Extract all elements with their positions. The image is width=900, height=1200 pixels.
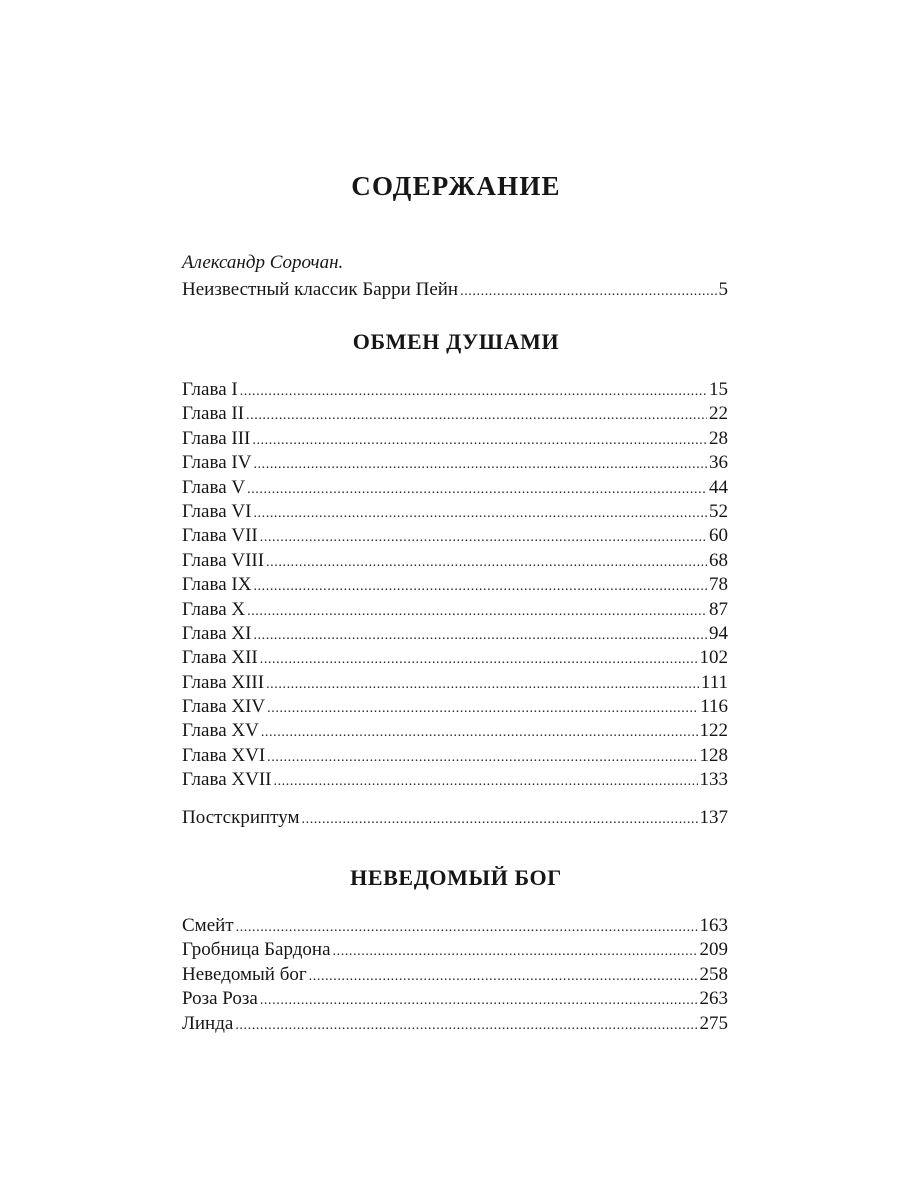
toc-entry-label: Глава III xyxy=(182,427,251,449)
toc-entry-page: 163 xyxy=(699,915,728,936)
section-heading-1: ОБМЕН ДУШАМИ xyxy=(352,329,560,354)
postscript-block xyxy=(182,806,728,830)
toc-entry-label: Глава VIII xyxy=(182,549,265,571)
section-2-entries xyxy=(182,914,728,1036)
toc-entry-page: 102 xyxy=(699,647,728,669)
toc-entry-page: 116 xyxy=(700,696,728,718)
toc-entry xyxy=(182,963,728,987)
toc-entry xyxy=(182,671,728,695)
dot-leader xyxy=(267,697,698,721)
toc-entry-label: Неизвестный классик Барри Пейн xyxy=(182,279,459,300)
dot-leader xyxy=(235,1014,697,1038)
toc-entry xyxy=(182,524,728,548)
toc-entry xyxy=(182,1012,728,1036)
toc-entry-label: Глава XVII xyxy=(182,769,272,791)
toc-entry-label: Линда xyxy=(182,1012,234,1034)
toc-entry-page: 22 xyxy=(709,403,728,425)
toc-entry xyxy=(182,500,728,524)
dot-leader xyxy=(253,453,707,477)
section-1-entries xyxy=(182,378,728,793)
toc-entry xyxy=(182,938,728,962)
toc-entry-page: 28 xyxy=(709,427,728,449)
dot-leader xyxy=(236,916,698,940)
toc-entry-page: 44 xyxy=(709,476,728,498)
toc-entry-label: Глава XI xyxy=(182,622,252,644)
toc-entry xyxy=(182,719,728,743)
toc-entry-label: Глава XVI xyxy=(182,744,266,766)
toc-entry-page: 15 xyxy=(709,379,728,400)
toc-entry xyxy=(182,451,728,475)
toc-entry-page: 275 xyxy=(699,1012,728,1034)
dot-leader xyxy=(302,808,698,832)
dot-leader xyxy=(247,478,707,502)
intro-author: Александр Сорочан. xyxy=(182,252,344,273)
toc-entry-label: Глава X xyxy=(182,598,246,620)
dot-leader xyxy=(260,989,698,1013)
toc-entry-page: 52 xyxy=(709,500,728,522)
toc-entry xyxy=(182,402,728,426)
toc-entry-intro xyxy=(182,278,728,302)
toc-entry xyxy=(182,573,728,597)
dot-leader xyxy=(260,526,707,550)
toc-entry xyxy=(182,622,728,646)
dot-leader xyxy=(273,770,697,794)
toc-entry xyxy=(182,914,728,938)
toc-entry-label: Глава XII xyxy=(182,647,258,669)
dot-leader xyxy=(333,940,698,964)
dot-leader xyxy=(460,280,716,304)
toc-entry xyxy=(182,987,728,1011)
dot-leader xyxy=(253,624,707,648)
toc-entry-label: Глава V xyxy=(182,476,246,498)
dot-leader xyxy=(309,965,698,989)
toc-entry-label: Глава IX xyxy=(182,574,252,596)
toc-entry-postscript xyxy=(182,806,728,830)
toc-entry-label: Глава VII xyxy=(182,525,258,547)
page-title: СОДЕРЖАНИЕ xyxy=(351,171,561,201)
dot-leader xyxy=(260,648,698,672)
toc-entry-page: 78 xyxy=(709,574,728,596)
toc-entry-page: 68 xyxy=(709,549,728,571)
toc-entry xyxy=(182,378,728,402)
toc-entry xyxy=(182,646,728,670)
toc-entry-page: 5 xyxy=(718,279,728,300)
toc-entry-page: 137 xyxy=(699,807,728,828)
toc-entry xyxy=(182,768,728,792)
toc-entry-page: 122 xyxy=(699,720,728,742)
toc-entry-label: Глава II xyxy=(182,403,245,425)
toc-entry-label: Постскриптум xyxy=(182,807,300,828)
dot-leader xyxy=(266,673,699,697)
dot-leader xyxy=(240,380,707,404)
toc-entry xyxy=(182,476,728,500)
toc-entry-label: Роза Роза xyxy=(182,988,258,1010)
toc-entry xyxy=(182,744,728,768)
toc-entry-label: Глава XIV xyxy=(182,696,266,718)
toc-entry-label: Смейт xyxy=(182,915,234,936)
dot-leader xyxy=(253,502,707,526)
toc-entry-label: Глава XIII xyxy=(182,671,265,693)
toc-entry-page: 209 xyxy=(699,939,728,961)
toc-entry-label: Гробница Бардона xyxy=(182,939,331,961)
section-heading-2: НЕВЕДОМЫЙ БОГ xyxy=(350,865,562,890)
intro-entry-block xyxy=(182,278,728,302)
toc-entry-page: 133 xyxy=(699,769,728,791)
toc-entry-page: 36 xyxy=(709,452,728,474)
toc-entry-label: Глава XV xyxy=(182,720,259,742)
toc-entry-label: Неведомый бог xyxy=(182,963,307,985)
toc-entry-page: 60 xyxy=(709,525,728,547)
dot-leader xyxy=(252,429,707,453)
toc-entry xyxy=(182,598,728,622)
dot-leader xyxy=(246,404,707,428)
dot-leader xyxy=(267,746,697,770)
toc-entry-page: 94 xyxy=(709,622,728,644)
toc-entry xyxy=(182,695,728,719)
toc-entry-page: 87 xyxy=(709,598,728,620)
toc-entry xyxy=(182,427,728,451)
toc-entry-page: 128 xyxy=(699,744,728,766)
dot-leader xyxy=(261,721,698,745)
dot-leader xyxy=(253,575,707,599)
dot-leader xyxy=(247,600,707,624)
toc-entry-label: Глава VI xyxy=(182,500,252,522)
toc-entry-label: Глава IV xyxy=(182,452,252,474)
toc-entry xyxy=(182,549,728,573)
toc-entry-label: Глава I xyxy=(182,379,238,400)
toc-entry-page: 263 xyxy=(699,988,728,1010)
toc-entry-page: 258 xyxy=(699,963,728,985)
toc-entry-page: 111 xyxy=(700,671,728,693)
dot-leader xyxy=(266,551,707,575)
